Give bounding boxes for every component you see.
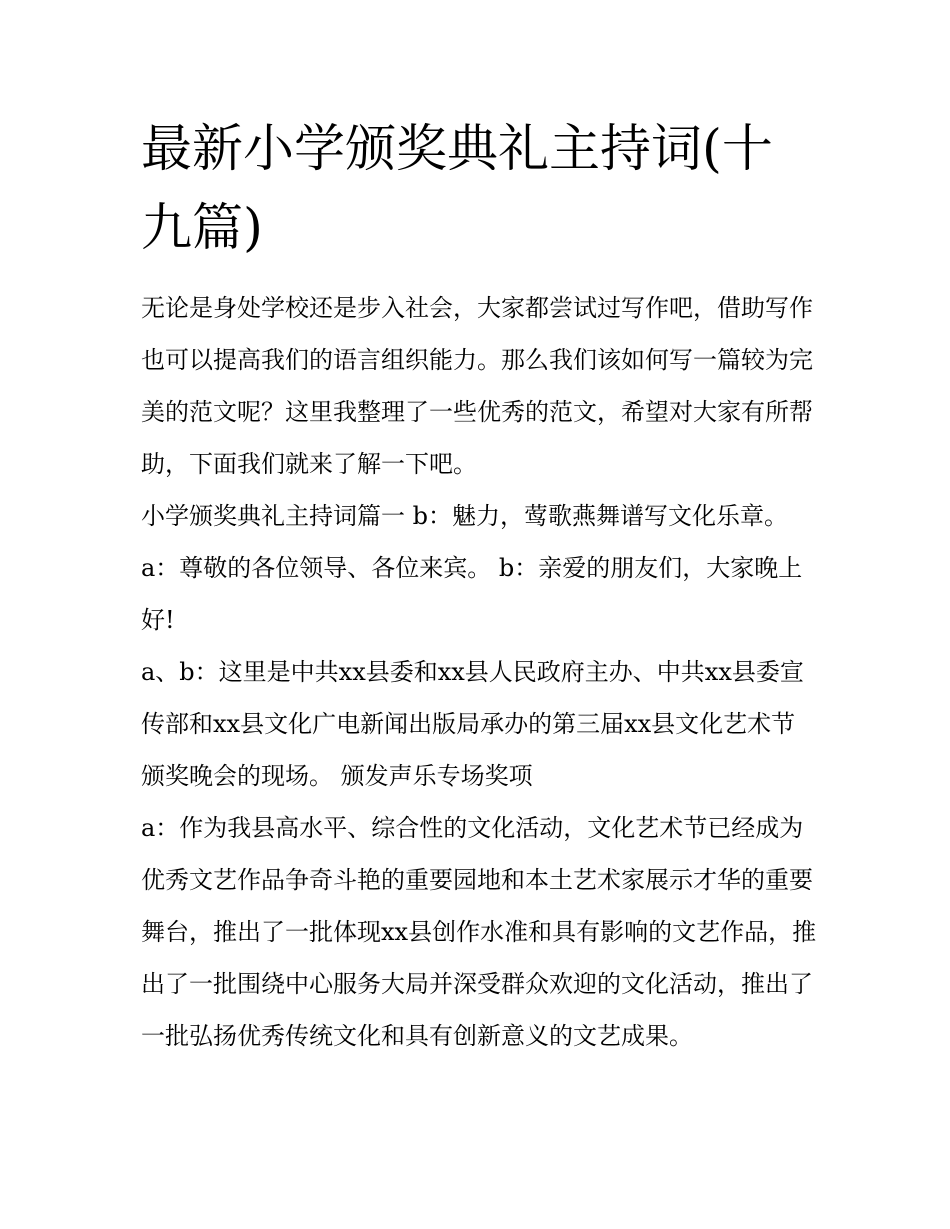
section-heading-paragraph: 小学颁奖典礼主持词篇一 b：魅力，莺歌燕舞谱写文化乐章。 — [141, 502, 788, 530]
greeting-paragraph: a：尊敬的各位领导、各位来宾。 b：亲爱的朋友们，大家晚上好! — [141, 554, 803, 634]
venue-paragraph: a、b：这里是中共xx县委和xx县人民政府主办、中共xx县委宣传部和xx县文化广电新闻出版局承办的第三届xx县文化艺术节颁奖晚会的现场。 颁发声乐专场奖项 — [141, 658, 804, 790]
intro-paragraph: 无论是身处学校还是步入社会，大家都尝试过写作吧，借助写作也可以提高我们的语言组织能力。那么我们该如何写一篇较为完美的范文呢？这里我整理了一些优秀的范文，希望对大家有所帮助，下面我们就来了解一下吧。 — [141, 294, 813, 478]
document-body — [141, 110, 817, 1062]
festival-paragraph: a：作为我县高水平、综合性的文化活动，文化艺术节已经成为优秀文艺作品争奇斗艳的重要园地和本土艺术家展示才华的重要舞台，推出了一批体现xx县创作水准和具有影响的文艺作品，推出了一批围绕中心服务大局并深受群众欢迎的文化活动，推出了一批弘扬优秀传统文化和具有创新意义的文艺成果。 — [141, 814, 817, 1050]
document-title: 最新小学颁奖典礼主持词(十九篇) — [141, 120, 773, 258]
